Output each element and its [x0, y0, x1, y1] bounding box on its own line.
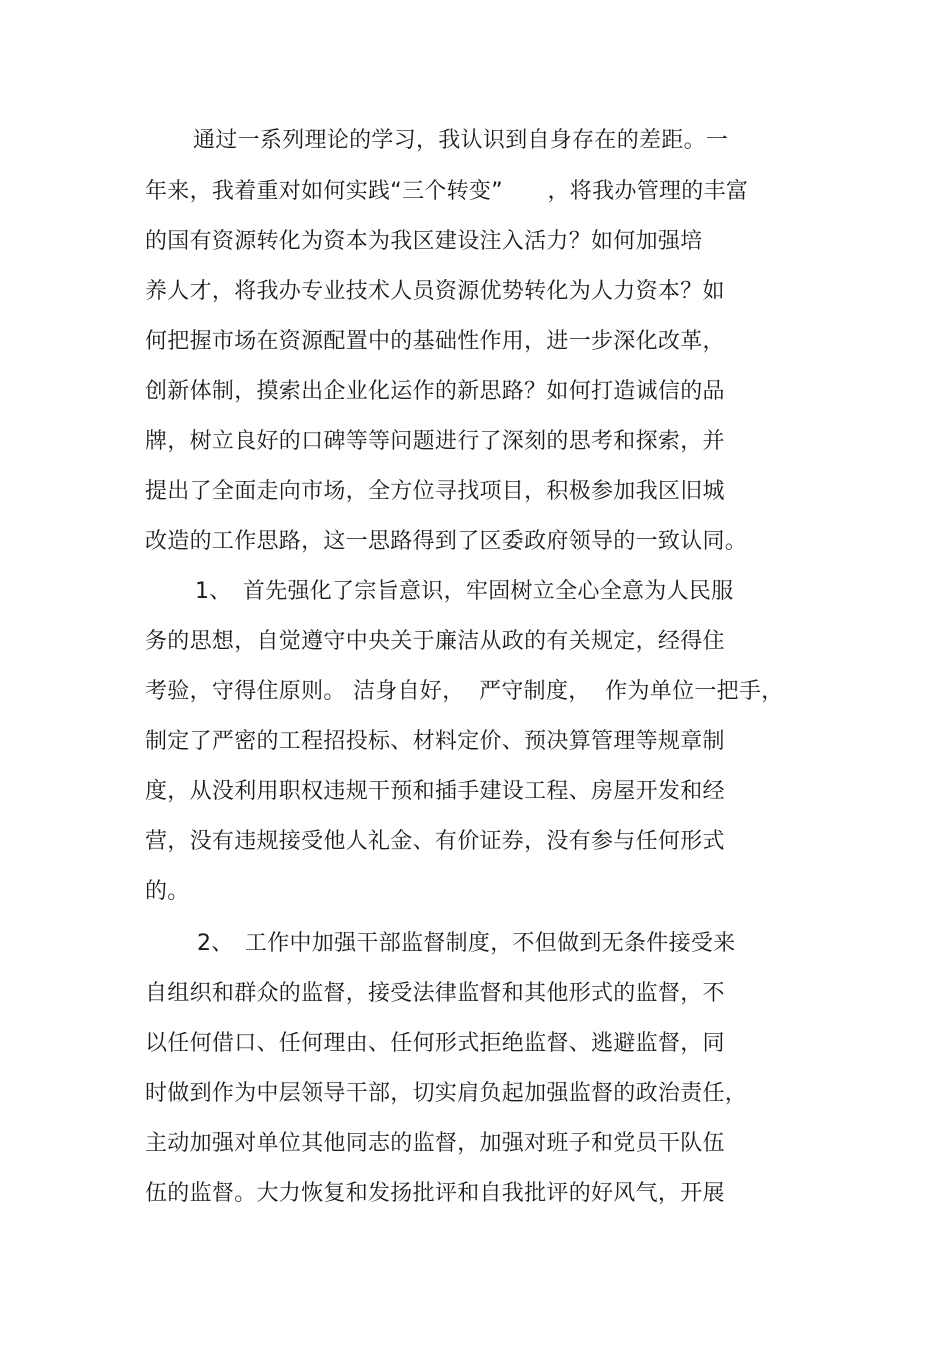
text-line-21: 主动加强对单位其他同志的监督，加强对班子和党员干队伍 [145, 1131, 725, 1156]
text-line-18: 自组织和群众的监督，接受法律监督和其他形式的监督，不 [145, 981, 725, 1006]
text-line-6: 创新体制，摸索出企业化运作的新思路？如何打造诚信的品 [145, 379, 725, 404]
text-line-2: 年来，我着重对如何实践“三个转变” ，将我办管理的丰富 [145, 179, 749, 204]
text-line-8: 提出了全面走向市场，全方位寻找项目，积极参加我区旧城 [145, 479, 725, 504]
text-line-19: 以任何借口、任何理由、任何形式拒绝监督、逃避监督，同 [145, 1031, 725, 1056]
text-line-7: 牌，树立良好的口碑等等问题进行了深刻的思考和探索，并 [145, 429, 725, 454]
text-line-15: 营，没有违规接受他人礼金、有价证券，没有参与任何形式 [145, 829, 725, 854]
text-line-4: 养人才，将我办专业技术人员资源优势转化为人力资本？如 [145, 279, 725, 304]
text-line-11: 务的思想，自觉遵守中央关于廉洁从政的有关规定，经得住 [145, 629, 725, 654]
text-line-14: 度，从没利用职权违规干预和插手建设工程、房屋开发和经 [145, 779, 725, 804]
text-line-5: 何把握市场在资源配置中的基础性作用，进一步深化改革， [145, 329, 725, 354]
text-line-1: 通过一系列理论的学习，我认识到自身存在的差距。一 [193, 128, 729, 153]
text-line-3: 的国有资源转化为资本为我区建设注入活力？如何加强培 [145, 229, 703, 254]
text-line-17: 2、 工作中加强干部监督制度，不但做到无条件接受来 [197, 931, 736, 956]
text-line-10: 1、 首先强化了宗旨意识，牢固树立全心全意为人民服 [195, 579, 734, 604]
text-line-9: 改造的工作思路，这一思路得到了区委政府领导的一致认同。 [145, 529, 748, 554]
text-line-13: 制定了严密的工程招投标、材料定价、预决算管理等规章制 [145, 729, 725, 754]
text-line-20: 时做到作为中层领导干部，切实肩负起加强监督的政治责任， [145, 1081, 748, 1106]
text-line-16: 的。 [145, 879, 190, 904]
text-line-12: 考验，守得住原则。 洁身自好， 严守制度， 作为单位一把手， [145, 679, 784, 704]
text-line-22: 伍的监督。大力恢复和发扬批评和自我批评的好风气，开展 [145, 1181, 725, 1206]
